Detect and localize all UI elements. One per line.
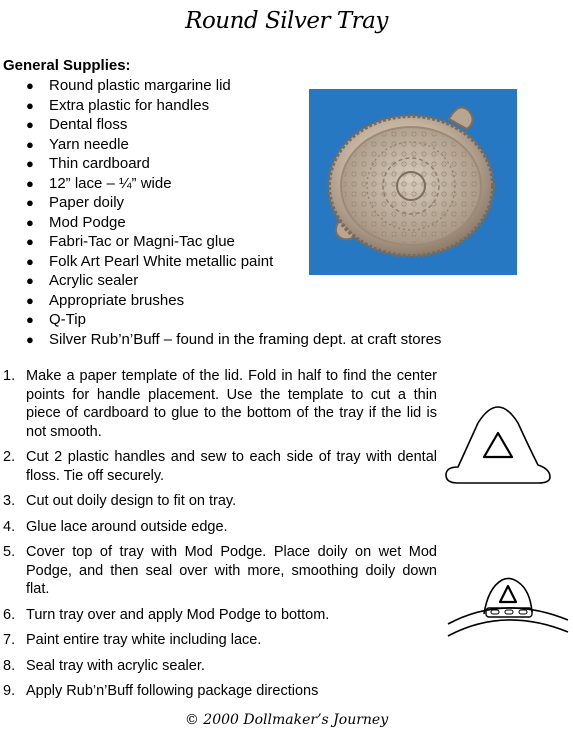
tray-photo-illustration [309,89,517,275]
list-item [0,682,437,701]
step-text: Seal tray with acrylic sealer. [26,657,205,674]
bullet-icon: ● [26,195,34,210]
step-text: Cut out doily design to fit on tray. [26,493,237,509]
supplies-heading: General Supplies: [3,57,131,74]
bullet-icon: ● [26,234,34,249]
step-number: 3. [3,493,16,509]
list-item: ● Paper doily [26,194,125,211]
step-number: 1. [3,368,16,384]
instructions-list [0,367,437,708]
handle-template-drawing [438,405,558,487]
list-item [0,492,437,511]
list-item: ● Q-Tip [26,311,86,328]
list-item: ● 12” lace – ¼” wide [26,174,172,192]
sewn-handle-drawing [444,574,572,646]
list-item [0,543,437,599]
list-item: ● Dental floss [26,116,128,133]
step-text: Cover top of tray with Mod Podge. Place doily on wet Mod Podge, and then seal over with more, smoothing doily down flat. [26,544,437,597]
step-text: Apply Rub’n’Buff following package directions [26,683,319,699]
copyright-footer: © 2000 Dollmaker’s Journey [184,712,389,728]
list-item: ● Yarn needle [26,135,129,153]
list-item: ● Mod Podge [26,213,126,231]
bullet-icon: ● [26,156,34,171]
list-item: ● Round plastic margarine lid [26,77,231,94]
step-number: 9. [3,683,16,699]
bullet-icon: ● [26,136,34,152]
step-text: Turn tray over and apply Mod Podge to bottom. [26,606,330,623]
page-title: Round Silver Tray [185,8,388,34]
list-item [0,367,437,441]
list-item [0,606,437,625]
list-item: ● Appropriate brushes [26,291,185,309]
step-number: 4. [3,518,16,535]
bullet-icon: ● [26,175,34,191]
bullet-icon: ● [26,292,34,308]
step-number: 5. [3,544,16,560]
step-text: Make a paper template of the lid. Fold in half to find the center points for handle placement. Use the template to cut a thin piece of cardboard to glue to the bottom of the tray if the lid is not smooth. [26,368,437,440]
list-item [0,518,437,537]
step-number: 8. [3,657,16,674]
step-text: Glue lace around outside edge. [26,518,228,535]
list-item [0,631,437,650]
list-item: ● Acrylic sealer [26,272,139,289]
list-item: ● Folk Art Pearl White metallic paint [26,252,274,270]
list-item [0,448,437,485]
list-item: ● Thin cardboard [26,155,150,172]
list-item: ● Silver Rub’n’Buff – found in the framing dept. at craft stores [26,330,442,348]
bullet-icon: ● [26,312,34,327]
bullet-icon: ● [26,117,34,132]
bullet-icon: ● [26,253,34,269]
tray-photo [309,89,517,275]
bullet-icon: ● [26,78,34,93]
step-number: 2. [3,449,16,465]
bullet-icon: ● [26,214,34,230]
bullet-icon: ● [26,331,34,347]
bullet-icon: ● [26,273,34,288]
bullet-icon: ● [26,97,34,113]
step-number: 7. [3,632,16,648]
step-text: Cut 2 plastic handles and sew to each side of tray with dental floss. Tie off securely. [26,449,437,484]
list-item: ● Extra plastic for handles [26,96,210,114]
list-item: ● Fabri-Tac or Magni-Tac glue [26,233,235,250]
step-number: 6. [3,606,16,623]
list-item [0,657,437,676]
step-text: Paint entire tray white including lace. [26,632,262,648]
